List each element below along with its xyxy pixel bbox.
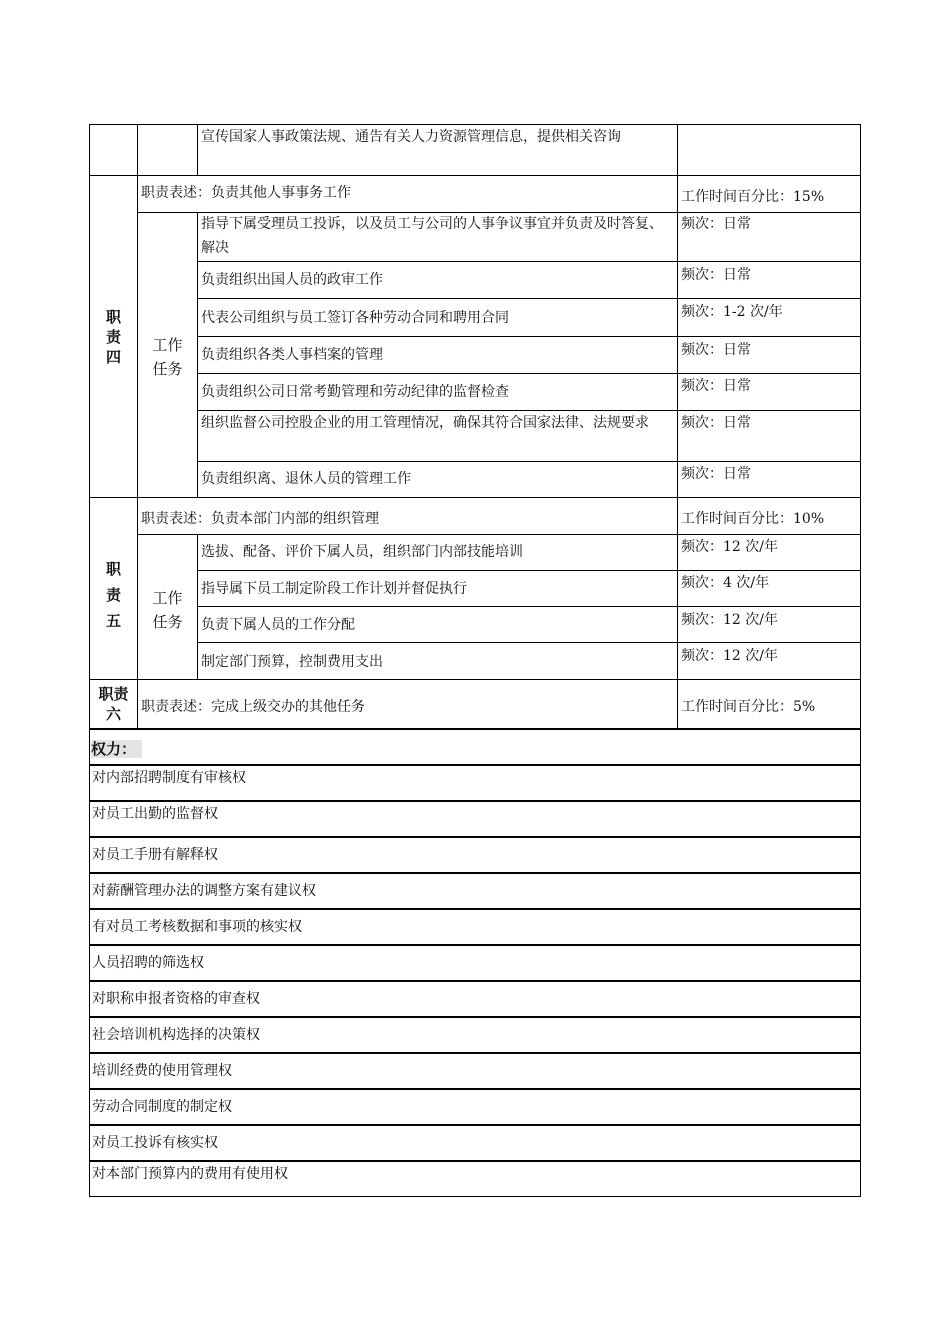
duty6-time-percent: 工作时间百分比：5% (681, 699, 816, 715)
task-frequency: 频次：日常 (681, 378, 751, 394)
task-frequency: 频次：日常 (681, 267, 751, 283)
row-border (197, 261, 861, 262)
power-item: 劳动合同制度的制定权 (92, 1099, 232, 1115)
power-item: 对薪酬管理办法的调整方案有建议权 (92, 883, 316, 899)
col-border (677, 124, 678, 175)
duty4-statement: 职责表述：负责其他人事事务工作 (141, 185, 351, 201)
task-text: 制定部门预算，控制费用支出 (201, 654, 383, 670)
task-text: 宣传国家人事政策法规、通告有关人力资源管理信息，提供相关咨询 (201, 129, 621, 145)
task-text: 选拔、配备、评价下属人员，组织部门内部技能培训 (201, 544, 523, 560)
table-border-right (860, 124, 861, 1197)
row-border (89, 1052, 861, 1054)
row-border (197, 642, 861, 643)
task-frequency: 频次：日常 (681, 466, 751, 482)
duty4-time-percent: 工作时间百分比：15% (681, 189, 825, 205)
task-frequency: 频次：12 次/年 (681, 612, 778, 628)
row-border (89, 1016, 861, 1018)
row-border (89, 1088, 861, 1090)
powers-title: 权力： (91, 739, 142, 759)
power-item: 对本部门预算内的费用有使用权 (92, 1166, 288, 1182)
duty5-label: 职 责 五 (105, 560, 121, 630)
row-border (89, 728, 861, 730)
row-border (89, 497, 861, 498)
power-item: 对内部招聘制度有审核权 (92, 770, 246, 786)
row-border (197, 461, 861, 462)
col-border (137, 679, 138, 729)
table-border-left (89, 124, 90, 1197)
duty5-statement: 职责表述：负责本部门内部的组织管理 (141, 511, 379, 527)
task-text: 组织监督公司控股企业的用工管理情况，确保其符合国家法律、法规要求 (201, 415, 649, 431)
col-border (677, 679, 678, 729)
duty5-time-percent: 工作时间百分比：10% (681, 511, 825, 527)
duty5-task-label: 工作 任务 (152, 589, 183, 631)
row-border (89, 872, 861, 874)
duty4-task-label: 工作 任务 (152, 336, 183, 378)
row-border (89, 836, 861, 838)
power-item: 人员招聘的筛选权 (92, 955, 204, 971)
col-border (137, 124, 138, 175)
task-text: 代表公司组织与员工签订各种劳动合同和聘用合同 (201, 310, 509, 326)
task-frequency: 频次：日常 (681, 342, 751, 358)
col-border (197, 212, 198, 497)
col-border (677, 497, 678, 679)
task-frequency: 频次：日常 (681, 415, 751, 431)
row-border (197, 336, 861, 337)
duty6-statement: 职责表述：完成上级交办的其他任务 (141, 699, 365, 715)
task-frequency: 频次：日常 (681, 216, 751, 232)
col-border (197, 124, 198, 175)
row-border (197, 606, 861, 607)
duty4-label: 职 责 四 (105, 308, 121, 366)
row-border (89, 1124, 861, 1126)
power-item: 对员工投诉有核实权 (92, 1135, 218, 1151)
task-frequency: 频次：12 次/年 (681, 648, 778, 664)
power-item: 对职称申报者资格的审查权 (92, 991, 260, 1007)
power-item: 对员工手册有解释权 (92, 847, 218, 863)
row-border (89, 944, 861, 946)
task-text: 负责组织各类人事档案的管理 (201, 347, 383, 363)
task-frequency: 频次：4 次/年 (681, 575, 770, 591)
task-frequency: 频次：12 次/年 (681, 539, 778, 555)
row-border (89, 908, 861, 910)
task-text: 负责下属人员的工作分配 (201, 617, 355, 633)
row-border (197, 373, 861, 374)
row-border (89, 679, 861, 680)
power-item: 社会培训机构选择的决策权 (92, 1027, 260, 1043)
task-text: 指导下属受理员工投诉，以及员工与公司的人事争议事宜并负责及时答复、解决 (201, 216, 663, 256)
row-border (89, 175, 861, 176)
task-text: 负责组织公司日常考勤管理和劳动纪律的监督检查 (201, 384, 509, 400)
row-border (197, 298, 861, 299)
task-text: 负责组织出国人员的政审工作 (201, 272, 383, 288)
row-border (89, 980, 861, 982)
row-border (89, 1196, 861, 1197)
task-text: 负责组织离、退休人员的管理工作 (201, 471, 411, 487)
task-text: 指导属下员工制定阶段工作计划并督促执行 (201, 581, 467, 597)
task-frequency: 频次：1-2 次/年 (681, 304, 783, 320)
power-item: 培训经费的使用管理权 (92, 1063, 232, 1079)
power-item: 对员工出勤的监督权 (92, 806, 218, 822)
power-item: 有对员工考核数据和事项的核实权 (92, 919, 302, 935)
duty6-label: 职责 六 (98, 685, 129, 723)
